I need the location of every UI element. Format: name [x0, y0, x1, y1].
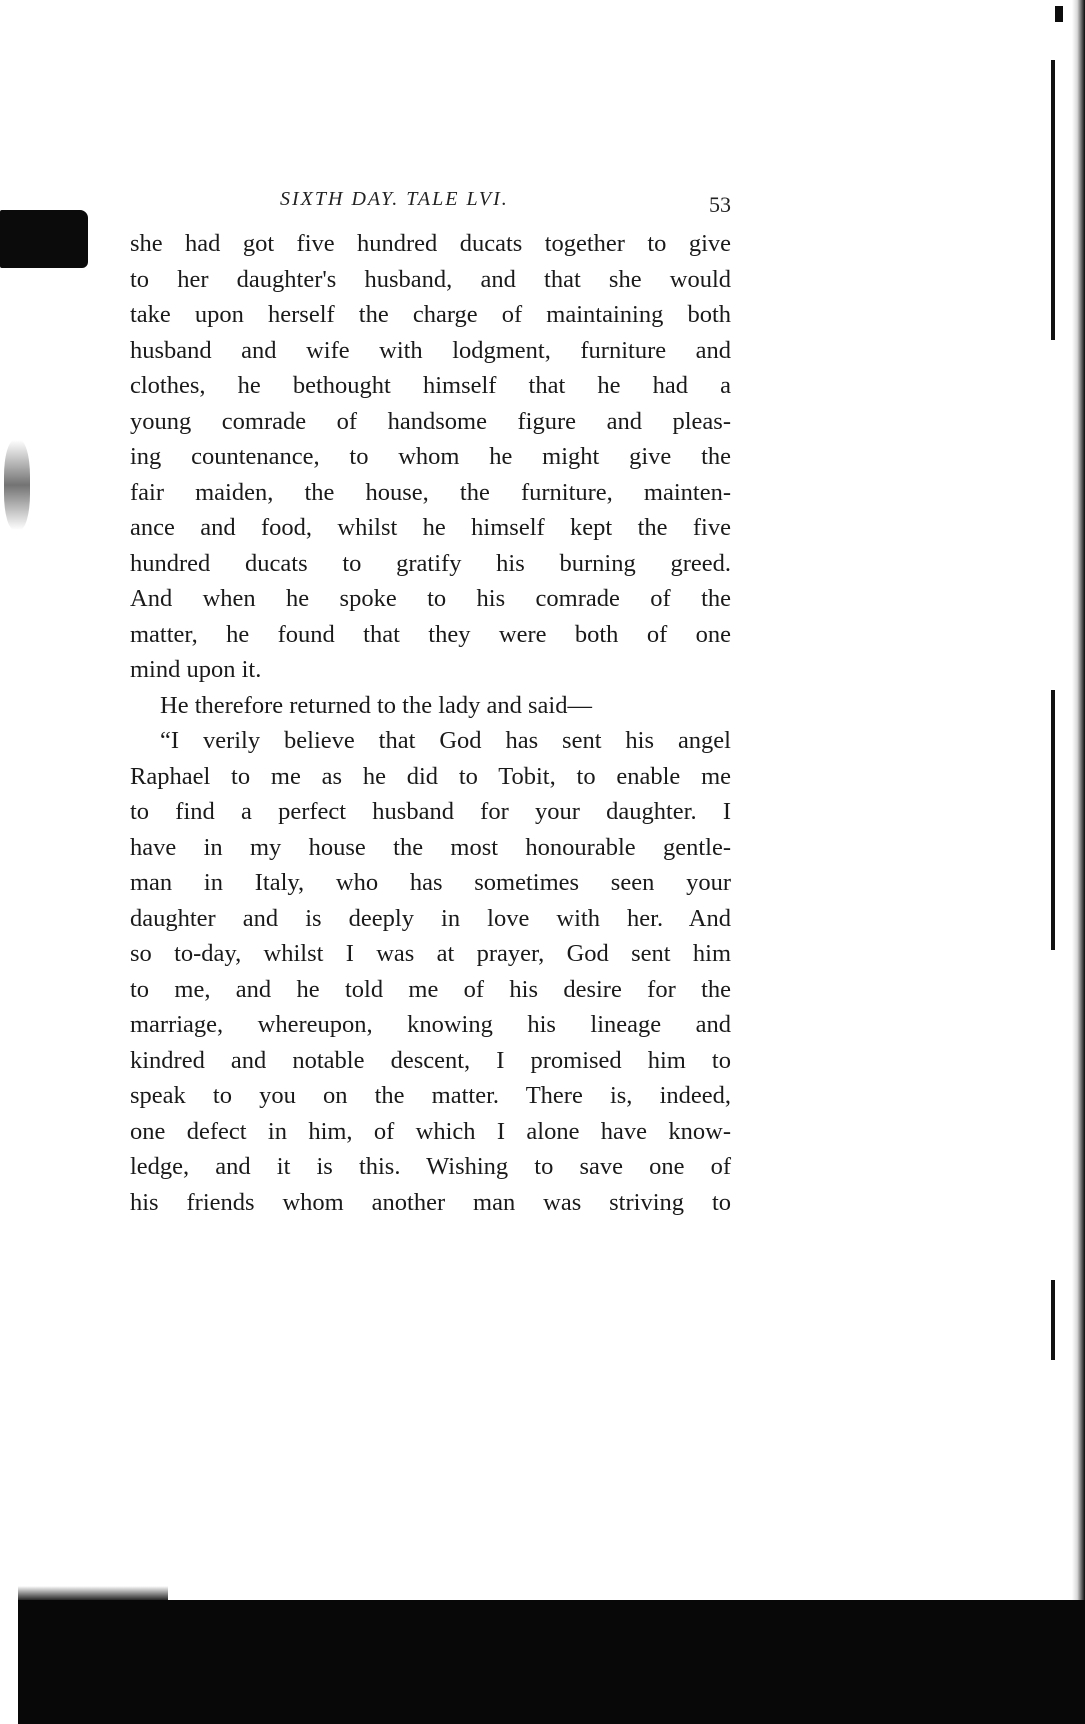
text-line: ing countenance, to whom he might give the [130, 443, 731, 470]
page-number: 53 [709, 192, 731, 217]
scan-smudge-left [4, 440, 30, 530]
text-line: matter, he found that they were both of one [130, 620, 731, 648]
text-line: And when he spoke to his comrade of the [130, 585, 731, 612]
text-line: ledge, and it is this. Wishing to save one of [130, 1153, 731, 1180]
scan-bottom-band [18, 1600, 1085, 1724]
text-line: one defect in him, of which I alone have know- [130, 1117, 731, 1145]
book-page [130, 188, 731, 1220]
text-line: man in Italy, who has sometimes seen your [130, 869, 731, 896]
text-line: to find a perfect husband for your daughter. I [130, 798, 731, 825]
text-line: clothes, he bethought himself that he had a [130, 372, 731, 399]
body-text [130, 226, 731, 1220]
running-head-title: SIXTH DAY. TALE LVI. [280, 188, 509, 210]
text-line: mind upon it. [130, 656, 262, 683]
text-line: ance and food, whilst he himself kept the five [130, 514, 731, 541]
text-line: “I verily believe that God has sent his angel [160, 727, 731, 754]
text-line: fair maiden, the house, the furniture, mainten- [130, 478, 731, 506]
text-line: husband and wife with lodgment, furniture and [130, 336, 731, 364]
text-line: Raphael to me as he did to Tobit, to enable me [130, 762, 731, 790]
text-line: young comrade of handsome figure and pleas- [130, 407, 731, 435]
text-line: his friends whom another man was striving to [130, 1188, 731, 1216]
text-line: take upon herself the charge of maintaining both [130, 301, 731, 328]
running-head [130, 188, 731, 222]
scan-edge-line [1051, 1280, 1055, 1360]
text-line: daughter and is deeply in love with her. And [130, 904, 731, 932]
text-line: have in my house the most honourable gentle- [130, 833, 731, 861]
scan-edge-right [1072, 0, 1085, 1724]
text-line: hundred ducats to gratify his burning greed. [130, 549, 731, 577]
scan-mark-top-right [1055, 6, 1063, 22]
text-line: so to-day, whilst I was at prayer, God sent him [130, 940, 731, 967]
scan-blot-left [0, 210, 88, 268]
text-line: to her daughter's husband, and that she would [130, 265, 731, 293]
text-line: marriage, whereupon, knowing his lineage and [130, 1011, 731, 1038]
scan-edge-line [1051, 60, 1055, 340]
text-line: she had got five hundred ducats together to give [130, 230, 731, 257]
scan-edge-line [1051, 690, 1055, 950]
text-line: kindred and notable descent, I promised him to [130, 1046, 731, 1074]
text-line: to me, and he told me of his desire for the [130, 975, 731, 1003]
text-line: He therefore returned to the lady and said— [160, 691, 592, 719]
text-line: speak to you on the matter. There is, indeed, [130, 1082, 731, 1109]
